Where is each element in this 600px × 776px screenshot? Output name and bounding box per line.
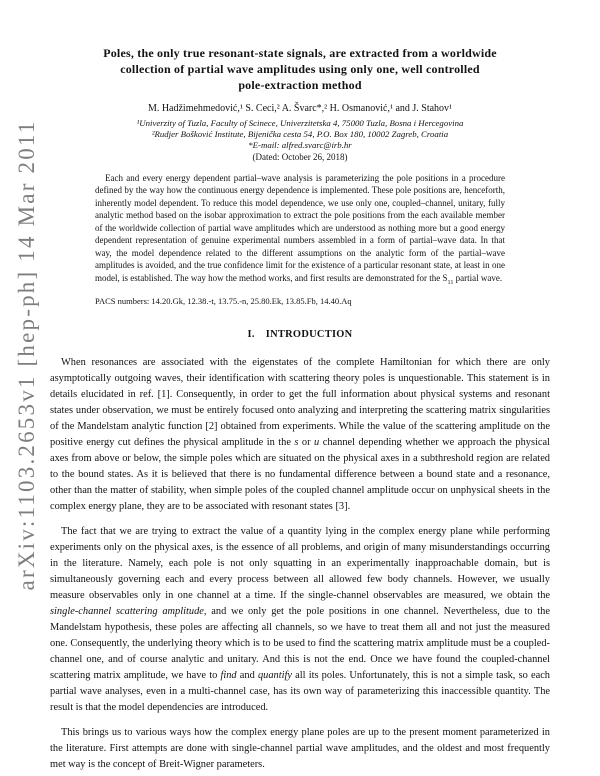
abstract-subscript: 11 <box>447 279 454 286</box>
paragraph: When resonances are associated with the eigenstates of the complete Hamiltonian for which there are only asymptotically outgoing waves, their identification with scattering theory poles is unquestionable. This statement is in details elucidated in ref. [1]. Consequently, in order to get the full information about physical systems and resonant states under observation, we must be entirely focused onto analyzing and interpreting the scattering matrix singularities of the Mandelstam analytic function [2] obtained from experiments. While the value of the scattering amplitude on the positive energy cut defines the physical amplitude in the s or u channel depending whether we approach the physical axes from above or below, the simple poles which are situated on the physical axes in a subthreshold region are related to the bound states. As it is believed that there is no fundamental difference between a bound state and a resonance, other than the matter of stability, when simple poles of the coupled channel amplitude occur on unphysical sheets in the complex energy plane, they are to be associated with resonant states [3]. <box>50 356 550 512</box>
affiliation-line-2: ²Rudjer Bošković Institute, Bijenička cesta 54, P.O. Box 180, 10002 Zagreb, Croatia <box>151 128 449 139</box>
paper-content-column <box>50 0 550 773</box>
section-heading-introduction <box>50 329 550 340</box>
paragraph: This brings us to various ways how the complex energy plane poles are up to the present moment parameterized in the literature. First attempts are done with single-channel partial wave amplitudes, and the oldest and most frequently met way is the concept of Breit-Wigner parameters. <box>50 726 550 770</box>
paragraph: The fact that we are trying to extract the value of a quantity lying in the complex energy plane while performing experiments only on the physical axes, is the essence of all problems, and origin of many misunderstandings occurring in the literature. Namely, each pole is not only squatting in an experimentally inapproachable domain, but is simultaneously governing each and every process between all allowed few body channels. However, we usually measure observables only in one channel at a time. If the single-channel observables are measured, we obtain the single-channel scattering amplitude, and we only get the pole positions in one channel. Nevertheless, due to the Mandelstam hypothesis, these poles are affecting all channels, so we have to treat them all and not just the measured one. Consequently, the underlying theory which is to be used to find the scattering matrix amplitude must be a coupled-channel one, and of course analytic and unitary. And this is not the end. Once we have found the coupled-channel scattering matrix amplitude, we have to find and quantify all its poles. Unfortunately, this is not a simple task, so each partial wave analyses, even in a multi-channel case, has its own way of parameterizing this inaccessible quantity. The result is that the model dependencies are introduced. <box>50 525 550 713</box>
paper-title-line-3: pole-extraction method <box>238 78 362 93</box>
introduction-body <box>50 355 550 773</box>
section-number: I. <box>247 328 255 340</box>
section-title: INTRODUCTION <box>265 328 353 340</box>
abstract-text: Each and every energy dependent partial–wave analysis is parameterizing the pole positions in a procedure defined by the way how the continuous energy dependence is implemented. These pole positions are, henceforth, inherently model dependent. To reduce this model dependence, we use only one, coupled–channel, unitary, fully analytic method based on the isobar approximation to extract the pole positions from the each available member of the worldwide collection of partial wave amplitudes which are understood as nothing more but a good energy dependent representation of genuine experimental numbers assembled in a form of partial–wave data. In that way, the model dependence related to the different assumptions on the analytic form of the partial–wave amplitudes is avoided, and the true confidence limit for the existence of a particular resonant state, at least in one model, is established. The way how the method works, and first results are demonstrated for the S <box>95 172 505 283</box>
date-line: (Dated: October 26, 2018) <box>252 151 348 162</box>
affiliations-block <box>50 118 550 140</box>
abstract <box>95 172 505 285</box>
affiliation-line-1: ¹Univerzity of Tuzla, Faculty of Scinece, Univerzitetska 4, 75000 Tuzla, Bosna i Hercegovina <box>136 117 464 128</box>
arxiv-sidebar-stamp: arXiv:1103.2653v1 [hep-ph] 14 Mar 2011 <box>14 119 39 591</box>
paper-title <box>50 45 550 94</box>
email-line: *E-mail: alfred.svarc@irb.hr <box>248 139 352 150</box>
paper-title-line-1: Poles, the only true resonant-state signals, are extracted from a worldwide <box>103 46 497 60</box>
paper-title-line-2: collection of partial wave amplitudes using only one, well controlled <box>120 62 480 77</box>
pacs-line: PACS numbers: 14.20.Gk, 12.38.-t, 13.75.-n, 25.80.Ek, 13.85.Fb, 14.40.Aq <box>95 295 352 306</box>
abstract-text-tail: partial wave. <box>453 272 503 283</box>
authors-line: M. Hadžimehmedović,¹ S. Ceci,² A. Švarc*,² H. Osmanović,¹ and J. Stahov¹ <box>147 102 453 114</box>
